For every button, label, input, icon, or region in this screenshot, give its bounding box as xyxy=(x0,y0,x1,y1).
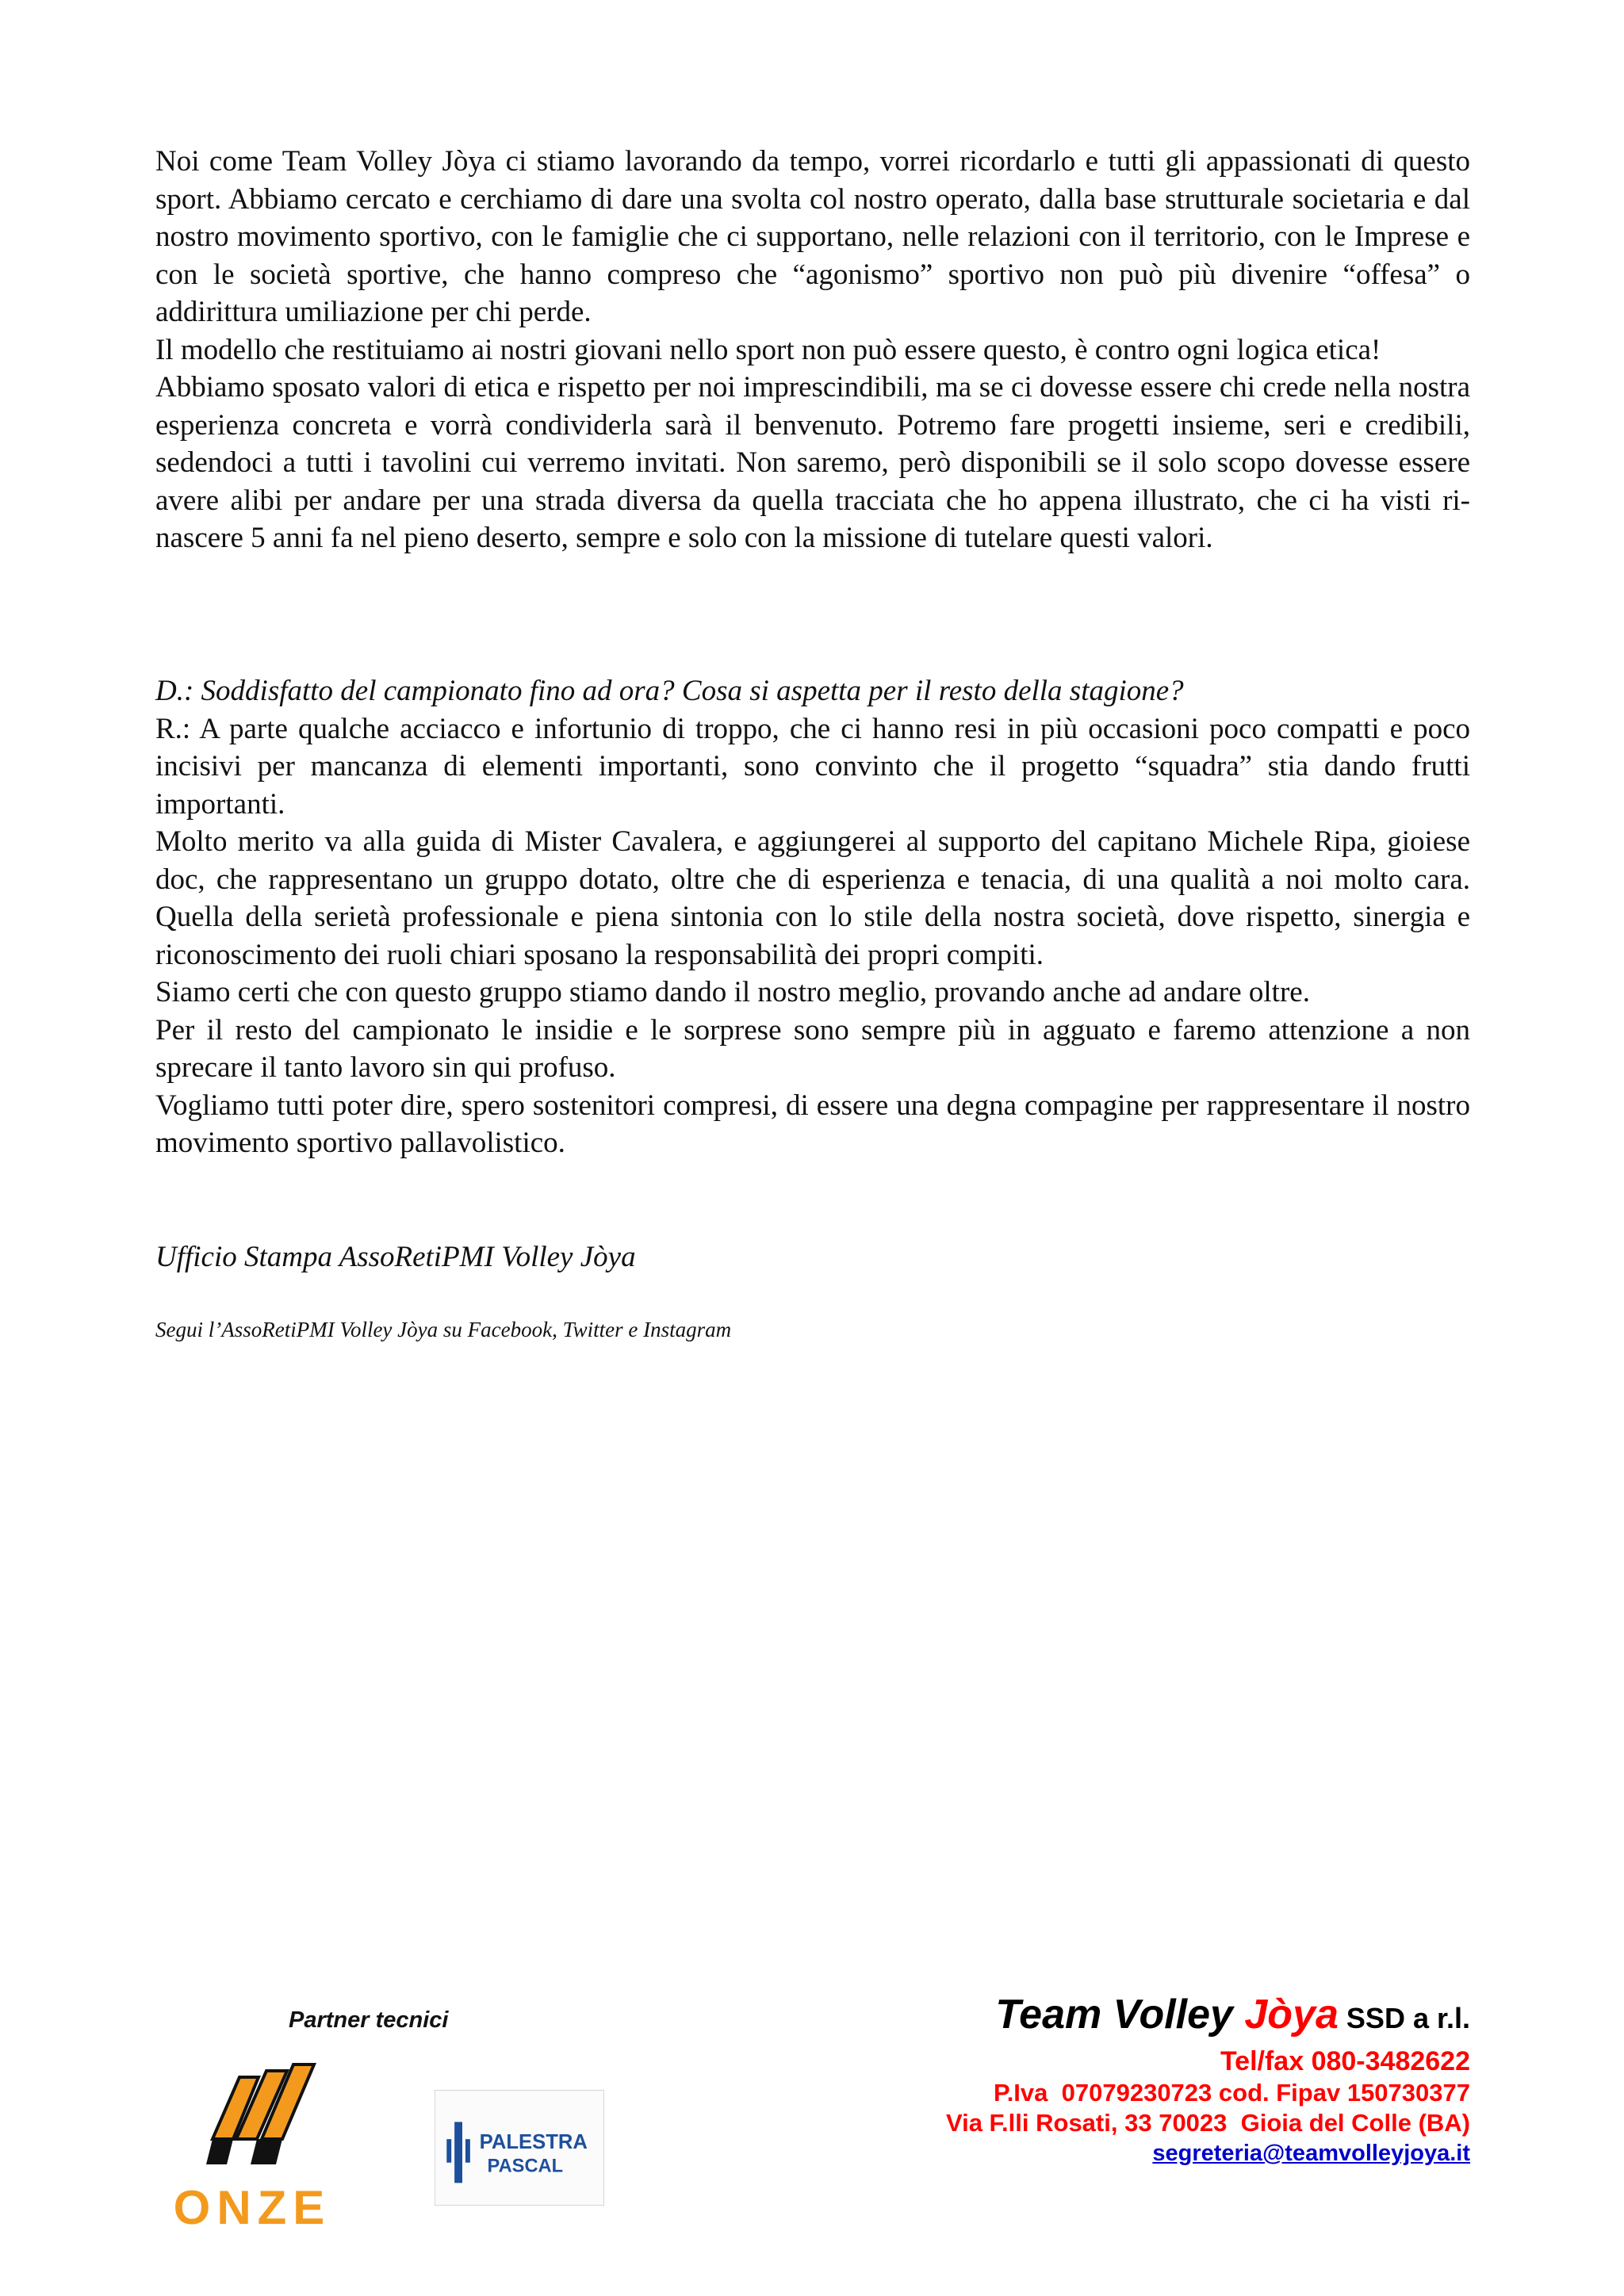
company-phone: Tel/fax 080-3482622 xyxy=(1220,2046,1470,2076)
answer-paragraph: R.: A parte qualche acciacco e infortunio di troppo, che ci hanno resi in più occasioni poco compatti e poco incisivi per mancanza di elementi importanti, sono convinto che il progetto “squadra” stia dando frutti importanti. xyxy=(155,712,1470,821)
company-contact-block xyxy=(756,1988,1470,2168)
answer-paragraph: Molto merito va alla guida di Mister Cavalera, e aggiungerei al supporto del capitano Michele Ripa, gioiese doc, che rappresentano un gruppo dotato, oltre che di esperienza e tenacia, di una qualità a noi molto cara. Quella della serietà professionale e piena sintonia con lo stile della nostra società, dove rispetto, sinergia e riconoscimento dei ruoli chiari sposano la responsabilità dei propri compiti. xyxy=(155,825,1470,971)
onze-logo xyxy=(151,2045,357,2236)
press-office-signature: Ufficio Stampa AssoRetiPMI Volley Jòya xyxy=(155,1241,636,1273)
body-paragraph: Abbiamo sposato valori di etica e rispetto per noi imprescindibili, ma se ci dovesse essere chi crede nella nostra esperienza concreta e vorrà condividerla sarà il benvenuto. Potremo fare progetti insieme, seri e credibili, sedendoci a tutti i tavolini cui verremo invitati. Non saremo, però disponibili se il solo scopo dovesse essere avere alibi per andare per una strada diversa da quella tracciata che ho appena illustrato, che ci ha visti ri-nascere 5 anni fa nel pieno deserto, sempre e solo con la missione di tutelare questi valori. xyxy=(155,371,1470,554)
body-paragraph: Noi come Team Volley Jòya ci stiamo lavorando da tempo, vorrei ricordarlo e tutti gli appassionati di questo sport. Abbiamo cercato e cerchiamo di dare una svolta col nostro operato, dalla base strutturale societaria e dal nostro movimento sportivo, con le famiglie che ci supportano, nelle relazioni con il territorio, con le Imprese e con le società sportive, che hanno compreso che “agonismo” sportivo non può più divenire “offesa” o addirittura umiliazione per chi perde. xyxy=(155,145,1470,328)
answer-paragraph: Siamo certi che con questo gruppo stiamo dando il nostro meglio, provando anche ad andare oltre. xyxy=(155,976,1310,1008)
interview-question: D.: Soddisfatto del campionato fino ad ora? Cosa si aspetta per il resto della stagione? xyxy=(155,675,1184,707)
partner-label: Partner tecnici xyxy=(289,2007,449,2033)
company-email-link[interactable]: segreteria@teamvolleyjoya.it xyxy=(1152,2141,1470,2166)
onze-emblem-icon xyxy=(206,2064,314,2164)
palestra-pascal-logo xyxy=(435,2090,604,2206)
answer-paragraph: Vogliamo tutti poter dire, spero sostenitori compresi, di essere una degna compagine per rappresentare il nostro movimento sportivo pallavolistico. xyxy=(155,1089,1470,1159)
social-media-note: Segui l’AssoRetiPMI Volley Jòya su Facebook, Twitter e Instagram xyxy=(155,1318,732,1341)
body-paragraph: Il modello che restituiamo ai nostri giovani nello sport non può essere questo, è contro ogni logica etica! xyxy=(155,333,1381,366)
company-vat-fipav: P.Iva 07079230723 cod. Fipav 150730377 xyxy=(994,2079,1470,2107)
answer-paragraph: Per il resto del campionato le insidie e le sorprese sono sempre più in agguato e faremo attenzione a non sprecare il tanto lavoro sin qui profuso. xyxy=(155,1013,1470,1084)
interview-section xyxy=(155,672,1470,1162)
pascal-line2: PASCAL xyxy=(487,2156,564,2177)
pascal-line1: PALESTRA xyxy=(479,2130,588,2153)
company-name: Team Volley Jòya SSD a r.l. xyxy=(995,1992,1470,2038)
onze-wordmark: ONZE xyxy=(173,2181,331,2234)
article-body xyxy=(155,143,1470,557)
company-address: Via F.lli Rosati, 33 70023 Gioia del Colle (BA) xyxy=(945,2109,1470,2137)
